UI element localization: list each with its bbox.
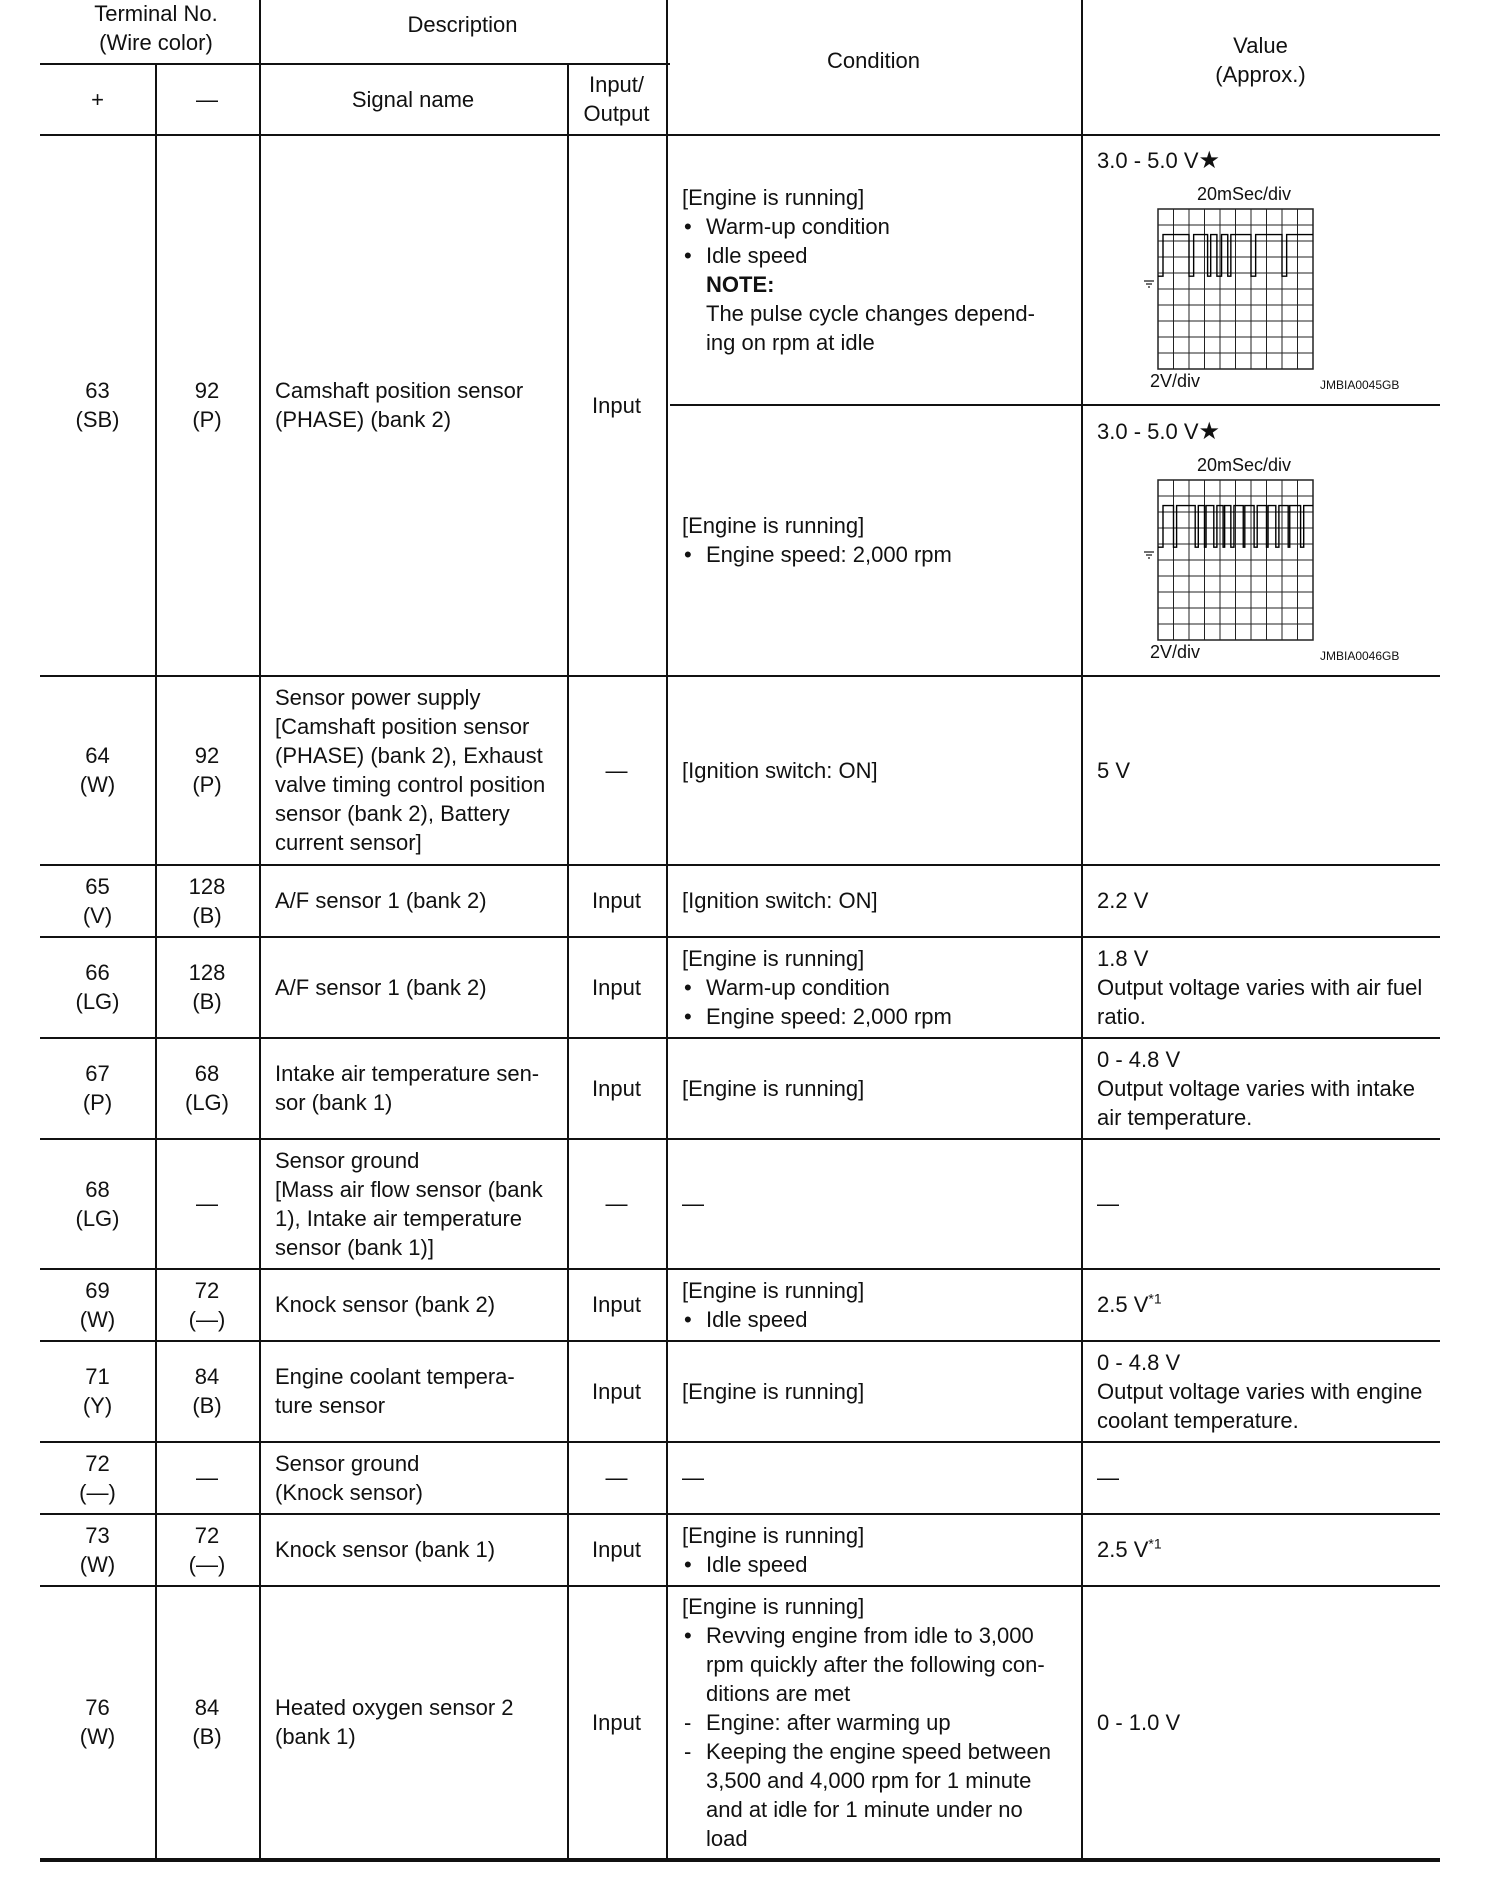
row-69-plus: 69 (W) (79, 1277, 116, 1332)
row-67-plus: 67 (P) (82, 1061, 113, 1115)
header-minus: — (196, 86, 218, 112)
row-66-condition: [Engine is running] • Warm-up condition • Engine speed: 2,000 rpm (682, 945, 952, 1029)
row-67-value: 0 - 4.8 V Output voltage varies with intake air temperature. (1097, 1046, 1415, 1130)
row-72-condition: — (682, 1465, 704, 1490)
row-65-condition: [Ignition switch: ON] (682, 888, 878, 913)
row-71-minus: 84 (B) (192, 1364, 222, 1418)
row-69-minus: 72 (—) (188, 1277, 226, 1332)
header-input-output: Input/ Output (583, 72, 650, 126)
row-63-value-1-title: 3.0 - 5.0 V★ (1097, 147, 1221, 174)
row-66-minus: 128 (B) (188, 960, 226, 1014)
oscilloscope-waveform-2000rpm (1130, 476, 1315, 644)
row-71-condition: [Engine is running] (682, 1378, 865, 1404)
row-72-plus: 72 (—) (79, 1450, 116, 1505)
row-76-plus: 76 (W) (79, 1695, 116, 1749)
row-63-value-2-title: 3.0 - 5.0 V★ (1097, 418, 1221, 445)
row-69-io: Input (592, 1292, 641, 1317)
row-73-minus: 72 (—) (188, 1522, 226, 1577)
row-63-minus: 92 (P) (192, 378, 222, 432)
row-67-minus: 68 (LG) (185, 1061, 229, 1115)
row-66-signal-name: A/F sensor 1 (bank 2) (275, 974, 487, 1000)
row-73-condition: [Engine is running] • Idle speed (682, 1522, 865, 1577)
row-73-io: Input (592, 1537, 641, 1562)
row-76-condition: [Engine is running] • Revving engine from idle to 3,000 rpm quickly after the following con- ditions are met - Engine: after warming up - Keeping the engine speed between 3,500 and 4,000 rpm for 1 minute and at idle for 1 minute under no load (682, 1593, 1051, 1851)
header-plus: + (91, 86, 104, 112)
row-68-plus: 68 (LG) (75, 1176, 120, 1231)
row-63-value-2-time-div: 20mSec/div (1197, 455, 1292, 475)
row-66-plus: 66 (LG) (75, 960, 120, 1014)
oscilloscope-waveform-idle (1130, 205, 1315, 373)
row-73-plus: 73 (W) (79, 1522, 116, 1577)
row-65-minus: 128 (B) (188, 873, 226, 928)
row-68-value: — (1097, 1191, 1119, 1216)
row-63-value-1-volt-div: 2V/div (1150, 371, 1201, 391)
row-71-signal-name: Engine coolant tempera- ture sensor (275, 1364, 515, 1418)
row-66-value: 1.8 V Output voltage varies with air fuel ratio. (1097, 945, 1423, 1029)
star-icon: ★ (1198, 147, 1221, 174)
row-69-signal-name: Knock sensor (bank 2) (275, 1292, 496, 1317)
row-76-io: Input (592, 1709, 641, 1735)
row-63-condition-idle: [Engine is running] • Warm-up condition • Idle speed NOTE: The pulse cycle changes depend- ing on rpm at idle (682, 184, 1035, 355)
row-63-plus: 63 (SB) (75, 378, 120, 432)
row-72-signal-name: Sensor ground (Knock sensor) (275, 1450, 423, 1505)
star-icon: ★ (1198, 418, 1221, 445)
row-67-io: Input (592, 1075, 641, 1101)
row-63-value-2-volt-div: 2V/div (1150, 642, 1201, 662)
row-64-plus: 64 (W) (79, 743, 116, 797)
row-63-value-2-figure-id: JMBIA0046GB (1320, 649, 1400, 663)
row-64-io: — (605, 757, 628, 783)
row-63-signal-name: Camshaft position sensor (PHASE) (bank 2) (275, 378, 524, 432)
row-65-plus: 65 (V) (82, 873, 113, 928)
row-72-value: — (1097, 1465, 1119, 1490)
row-65-signal-name: A/F sensor 1 (bank 2) (275, 888, 487, 913)
row-76-minus: 84 (B) (192, 1695, 222, 1749)
row-72-minus: — (196, 1465, 218, 1490)
header-wire-color: (Wire color) (99, 29, 213, 55)
header-terminal-label: Terminal No. (94, 0, 218, 26)
header-value: Value (Approx.) (1215, 33, 1306, 87)
row-68-signal-name: Sensor ground [Mass air flow sensor (bank 1), Intake air temperature sensor (bank 1)] (275, 1147, 543, 1260)
row-64-value: 5 V (1097, 757, 1131, 783)
header-terminal-no (40, 0, 272, 55)
header-description: Description (407, 11, 518, 37)
row-63-value-1-figure-id: JMBIA0045GB (1320, 378, 1400, 392)
row-69-condition: [Engine is running] • Idle speed (682, 1277, 865, 1332)
row-65-io: Input (592, 888, 641, 913)
note-label: NOTE: (706, 271, 775, 297)
row-66-io: Input (592, 974, 641, 1000)
row-64-minus: 92 (P) (192, 743, 222, 797)
row-73-signal-name: Knock sensor (bank 1) (275, 1537, 496, 1562)
header-signal-name: Signal name (351, 86, 475, 112)
row-64-signal-name: Sensor power supply [Camshaft position sensor (PHASE) (bank 2), Exhaust valve timing control position sensor (bank 2), Battery current sensor] (275, 685, 546, 855)
row-71-io: Input (592, 1378, 641, 1404)
row-67-signal-name: Intake air temperature sen- sor (bank 1) (275, 1061, 540, 1115)
row-63-condition-2000rpm: [Engine is running] • Engine speed: 2,000 rpm (682, 513, 952, 567)
row-68-condition: — (682, 1191, 704, 1216)
row-63-value-1-time-div: 20mSec/div (1197, 184, 1292, 204)
row-65-value: 2.2 V (1097, 888, 1149, 913)
row-72-io: — (605, 1465, 628, 1490)
row-68-io: — (605, 1191, 628, 1216)
row-71-value: 0 - 4.8 V Output voltage varies with engine coolant temperature. (1097, 1349, 1423, 1433)
row-76-value: 0 - 1.0 V (1097, 1709, 1181, 1735)
row-76-signal-name: Heated oxygen sensor 2 (bank 1) (275, 1695, 514, 1749)
row-73-value: 2.5 $V^{*1}$ (1097, 1535, 1162, 1562)
row-63-io: Input (592, 392, 641, 418)
row-67-condition: [Engine is running] (682, 1075, 865, 1101)
row-69-value: 2.5 $V^{*1}$ (1097, 1290, 1162, 1317)
header-condition: Condition (827, 47, 920, 73)
row-64-condition: [Ignition switch: ON] (682, 757, 878, 783)
row-71-plus: 71 (Y) (82, 1364, 113, 1418)
row-68-minus: — (196, 1191, 218, 1216)
